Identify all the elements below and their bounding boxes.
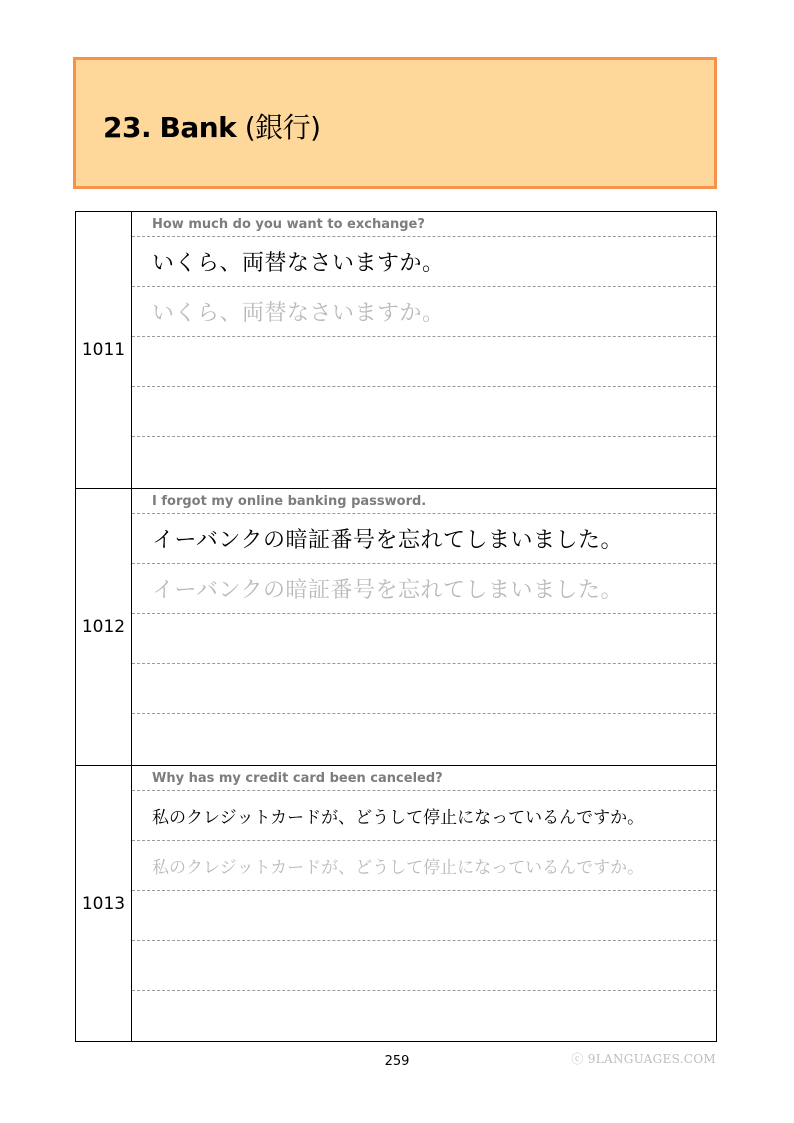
blank-writing-line [132, 387, 716, 437]
entry-number: 1012 [76, 489, 132, 765]
lesson-name-native: (銀行) [244, 111, 321, 144]
practice-entry [75, 211, 717, 488]
entry-number: 1013 [76, 766, 132, 1041]
blank-writing-line [132, 991, 716, 1041]
practice-entry [75, 488, 717, 765]
english-prompt: Why has my credit card been canceled? [132, 766, 716, 791]
trace-sentence: いくら、両替なさいますか。 [132, 287, 716, 337]
blank-writing-line [132, 891, 716, 941]
blank-writing-line [132, 941, 716, 991]
blank-writing-line [132, 337, 716, 387]
blank-writing-line [132, 714, 716, 764]
lesson-number: 23. [103, 111, 152, 144]
practice-entries [75, 211, 717, 1042]
blank-writing-line [132, 437, 716, 487]
english-prompt: I forgot my online banking password. [132, 489, 716, 514]
japanese-sentence: イーバンクの暗証番号を忘れてしまいました。 [132, 514, 716, 564]
japanese-sentence: 私のクレジットカードが、どうして停止になっているんですか。 [132, 791, 716, 841]
page-number: 259 [384, 1054, 410, 1069]
lesson-title [103, 106, 321, 146]
trace-sentence: イーバンクの暗証番号を忘れてしまいました。 [132, 564, 716, 614]
lesson-header-box [73, 57, 717, 189]
blank-writing-line [132, 614, 716, 664]
english-prompt: How much do you want to exchange? [132, 212, 716, 237]
entry-lines [132, 212, 716, 488]
practice-entry [75, 765, 717, 1042]
entry-lines [132, 766, 716, 1041]
entry-number: 1011 [76, 212, 132, 488]
copyright-notice: ⓒ 9LANGUAGES.COM [571, 1052, 716, 1066]
japanese-sentence: いくら、両替なさいますか。 [132, 237, 716, 287]
blank-writing-line [132, 664, 716, 714]
trace-sentence: 私のクレジットカードが、どうして停止になっているんですか。 [132, 841, 716, 891]
lesson-name: Bank [159, 111, 237, 144]
entry-lines [132, 489, 716, 765]
